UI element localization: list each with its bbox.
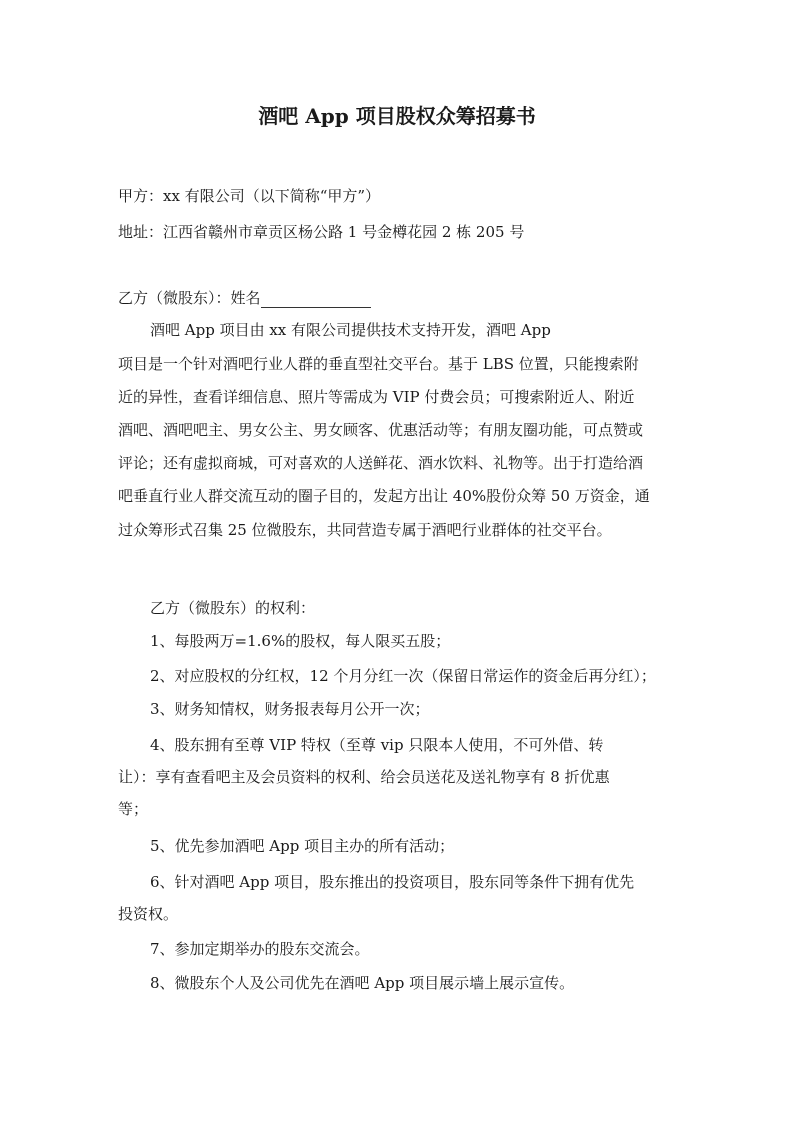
party-b-label: 乙方（微股东）：姓名 <box>118 289 261 307</box>
rights-item: 8、微股东个人及公司优先在酒吧 App 项目展示墙上展示宣传。 <box>150 974 575 992</box>
rights-item: 3、财务知情权，财务报表每月公开一次； <box>150 700 430 718</box>
rights-item-cont: 投资权。 <box>118 905 179 923</box>
rights-item: 4、股东拥有至尊 VIP 特权（至尊 vip 只限本人使用，不可外借、转 <box>150 736 604 754</box>
party-b-name-field <box>118 288 371 308</box>
party-a: 甲方：xx 有限公司（以下简称“甲方”） <box>118 187 381 205</box>
rights-item-cont: 等； <box>118 800 149 818</box>
rights-item: 2、对应股权的分红权，12 个月分红一次（保留日常运作的资金后再分红）； <box>150 667 656 685</box>
rights-item: 7、参加定期举办的股东交流会。 <box>150 940 370 958</box>
intro-line: 评论；还有虚拟商城，可对喜欢的人送鲜花、酒水饮料、礼物等。出于打造给酒 <box>118 454 644 472</box>
rights-item: 1、每股两万=1.6%的股权，每人限买五股； <box>150 632 451 650</box>
intro-line: 近的异性，查看详细信息、照片等需成为 VIP 付费会员；可搜索附近人、附近 <box>118 388 635 406</box>
name-blank-line <box>261 291 371 308</box>
intro-line: 项目是一个针对酒吧行业人群的垂直型社交平台。基于 LBS 位置，只能搜索附 <box>118 355 639 373</box>
rights-item: 6、针对酒吧 App 项目，股东推出的投资项目，股东同等条件下拥有优先 <box>150 873 635 891</box>
intro-line: 酒吧、酒吧吧主、男女公主、男女顾客、优惠活动等；有朋友圈功能，可点赞或 <box>118 421 644 439</box>
intro-line: 吧垂直行业人群交流互动的圈子目的，发起方出让 40%股份众筹 50 万资金，通 <box>118 487 650 505</box>
intro-line: 过众筹形式召集 25 位微股东，共同营造专属于酒吧行业群体的社交平台。 <box>118 521 612 539</box>
address: 地址：江西省赣州市章贡区杨公路 1 号金樽花园 2 栋 205 号 <box>118 223 525 241</box>
document-title: 酒吧 App 项目股权众筹招募书 <box>258 104 536 128</box>
rights-item: 5、优先参加酒吧 App 项目主办的所有活动； <box>150 837 455 855</box>
rights-item-cont: 让）：享有查看吧主及会员资料的权利、给会员送花及送礼物享有 8 折优惠 <box>118 768 610 786</box>
rights-heading: 乙方（微股东）的权利： <box>150 599 316 617</box>
intro-line: 酒吧 App 项目由 xx 有限公司提供技术支持开发，酒吧 App <box>150 321 551 339</box>
